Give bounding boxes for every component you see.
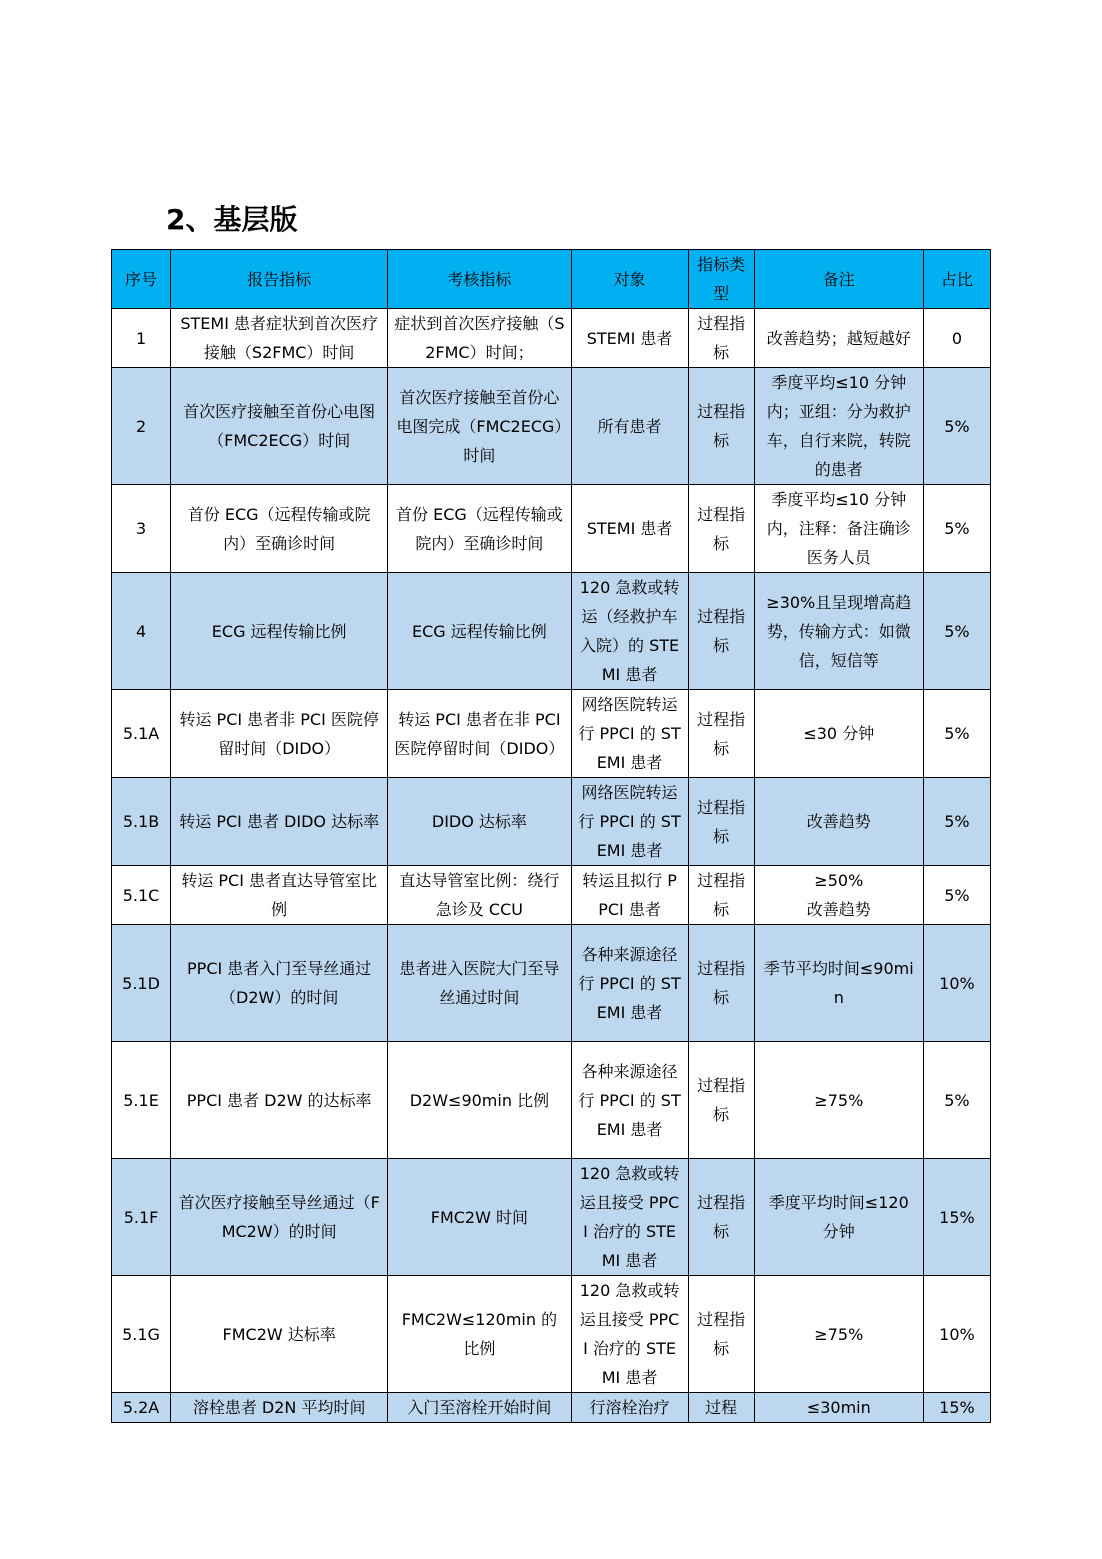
table-row	[112, 1276, 991, 1393]
cell-note: 季度平均≤10 分钟内，注释：备注确诊医务人员	[754, 485, 923, 573]
cell-report: FMC2W 达标率	[171, 1276, 388, 1393]
cell-ratio: 0	[923, 309, 990, 368]
table-row	[112, 1159, 991, 1276]
cell-target: 网络医院转运行 PPCI 的 STEMI 患者	[571, 778, 688, 866]
table-row	[112, 778, 991, 866]
cell-index: 5.1C	[112, 866, 171, 925]
cell-assess: ECG 远程传输比例	[388, 573, 571, 690]
cell-report: PPCI 患者入门至导丝通过（D2W）的时间	[171, 925, 388, 1042]
cell-type: 过程指标	[688, 368, 754, 485]
cell-target: 网络医院转运行 PPCI 的 STEMI 患者	[571, 690, 688, 778]
header-cell-report: 报告指标	[171, 250, 388, 309]
cell-assess: 患者进入医院大门至导丝通过时间	[388, 925, 571, 1042]
cell-target: 行溶栓治疗	[571, 1393, 688, 1423]
header-cell-ratio: 占比	[923, 250, 990, 309]
cell-type: 过程指标	[688, 1159, 754, 1276]
cell-note: 改善趋势；越短越好	[754, 309, 923, 368]
cell-target: STEMI 患者	[571, 309, 688, 368]
cell-target: 所有患者	[571, 368, 688, 485]
table-row	[112, 866, 991, 925]
cell-note: ≤30min	[754, 1393, 923, 1423]
header-cell-note: 备注	[754, 250, 923, 309]
cell-ratio: 5%	[923, 1042, 990, 1159]
cell-index: 5.1B	[112, 778, 171, 866]
cell-index: 1	[112, 309, 171, 368]
cell-type: 过程指标	[688, 690, 754, 778]
cell-type: 过程指标	[688, 866, 754, 925]
cell-index: 3	[112, 485, 171, 573]
cell-assess: 症状到首次医疗接触（S2FMC）时间；	[388, 309, 571, 368]
cell-ratio: 10%	[923, 925, 990, 1042]
cell-note: ≥75%	[754, 1276, 923, 1393]
cell-ratio: 15%	[923, 1393, 990, 1423]
cell-report: 转运 PCI 患者非 PCI 医院停留时间（DIDO）	[171, 690, 388, 778]
header-cell-type: 指标类型	[688, 250, 754, 309]
cell-target: 各种来源途径行 PPCI 的 STEMI 患者	[571, 925, 688, 1042]
cell-type: 过程	[688, 1393, 754, 1423]
cell-type: 过程指标	[688, 1276, 754, 1393]
cell-report: PPCI 患者 D2W 的达标率	[171, 1042, 388, 1159]
cell-ratio: 5%	[923, 368, 990, 485]
cell-note: 季节平均时间≤90min	[754, 925, 923, 1042]
cell-index: 5.1F	[112, 1159, 171, 1276]
cell-type: 过程指标	[688, 925, 754, 1042]
cell-note: ≥50% 改善趋势	[754, 866, 923, 925]
cell-note: ≥75%	[754, 1042, 923, 1159]
cell-report: 转运 PCI 患者 DIDO 达标率	[171, 778, 388, 866]
cell-type: 过程指标	[688, 485, 754, 573]
table-row	[112, 309, 991, 368]
cell-target: STEMI 患者	[571, 485, 688, 573]
header-cell-target: 对象	[571, 250, 688, 309]
cell-index: 4	[112, 573, 171, 690]
cell-type: 过程指标	[688, 778, 754, 866]
cell-assess: 入门至溶栓开始时间	[388, 1393, 571, 1423]
cell-target: 120 急救或转运（经救护车入院）的 STEMI 患者	[571, 573, 688, 690]
table-row	[112, 1393, 991, 1423]
cell-index: 5.2A	[112, 1393, 171, 1423]
cell-report: 溶栓患者 D2N 平均时间	[171, 1393, 388, 1423]
cell-ratio: 5%	[923, 485, 990, 573]
cell-assess: DIDO 达标率	[388, 778, 571, 866]
cell-report: 首次医疗接触至导丝通过（FMC2W）的时间	[171, 1159, 388, 1276]
cell-target: 各种来源途径行 PPCI 的 STEMI 患者	[571, 1042, 688, 1159]
table-row	[112, 573, 991, 690]
table-row	[112, 1042, 991, 1159]
cell-ratio: 5%	[923, 866, 990, 925]
cell-index: 5.1A	[112, 690, 171, 778]
cell-report: 转运 PCI 患者直达导管室比例	[171, 866, 388, 925]
cell-target: 转运且拟行 PPCI 患者	[571, 866, 688, 925]
cell-assess: 首次医疗接触至首份心电图完成（FMC2ECG）时间	[388, 368, 571, 485]
cell-report: ECG 远程传输比例	[171, 573, 388, 690]
cell-assess: 首份 ECG（远程传输或院内）至确诊时间	[388, 485, 571, 573]
table-row	[112, 368, 991, 485]
cell-note: 改善趋势	[754, 778, 923, 866]
cell-index: 5.1D	[112, 925, 171, 1042]
cell-report: 首次医疗接触至首份心电图（FMC2ECG）时间	[171, 368, 388, 485]
cell-note: 季度平均≤10 分钟内；亚组：分为救护车，自行来院，转院的患者	[754, 368, 923, 485]
cell-index: 5.1G	[112, 1276, 171, 1393]
cell-note: 季度平均时间≤120 分钟	[754, 1159, 923, 1276]
cell-target: 120 急救或转运且接受 PPCI 治疗的 STEMI 患者	[571, 1159, 688, 1276]
table-row	[112, 690, 991, 778]
cell-report: STEMI 患者症状到首次医疗接触（S2FMC）时间	[171, 309, 388, 368]
cell-note: ≤30 分钟	[754, 690, 923, 778]
cell-assess: D2W≤90min 比例	[388, 1042, 571, 1159]
cell-note: ≥30%且呈现增高趋势，传输方式：如微信，短信等	[754, 573, 923, 690]
cell-assess: FMC2W 时间	[388, 1159, 571, 1276]
cell-type: 过程指标	[688, 573, 754, 690]
cell-assess: 转运 PCI 患者在非 PCI 医院停留时间（DIDO）	[388, 690, 571, 778]
cell-ratio: 5%	[923, 778, 990, 866]
cell-ratio: 15%	[923, 1159, 990, 1276]
header-cell-index: 序号	[112, 250, 171, 309]
cell-index: 2	[112, 368, 171, 485]
cell-assess: FMC2W≤120min 的比例	[388, 1276, 571, 1393]
table-row	[112, 925, 991, 1042]
cell-target: 120 急救或转运且接受 PPCI 治疗的 STEMI 患者	[571, 1276, 688, 1393]
table-header-row	[112, 250, 991, 309]
section-title: 2、基层版	[166, 203, 298, 236]
cell-ratio: 5%	[923, 573, 990, 690]
cell-type: 过程指标	[688, 1042, 754, 1159]
cell-assess: 直达导管室比例：绕行急诊及 CCU	[388, 866, 571, 925]
header-cell-assess: 考核指标	[388, 250, 571, 309]
cell-index: 5.1E	[112, 1042, 171, 1159]
cell-type: 过程指标	[688, 309, 754, 368]
cell-ratio: 5%	[923, 690, 990, 778]
table-row	[112, 485, 991, 573]
cell-report: 首份 ECG（远程传输或院内）至确诊时间	[171, 485, 388, 573]
metrics-table	[111, 249, 991, 1423]
cell-ratio: 10%	[923, 1276, 990, 1393]
